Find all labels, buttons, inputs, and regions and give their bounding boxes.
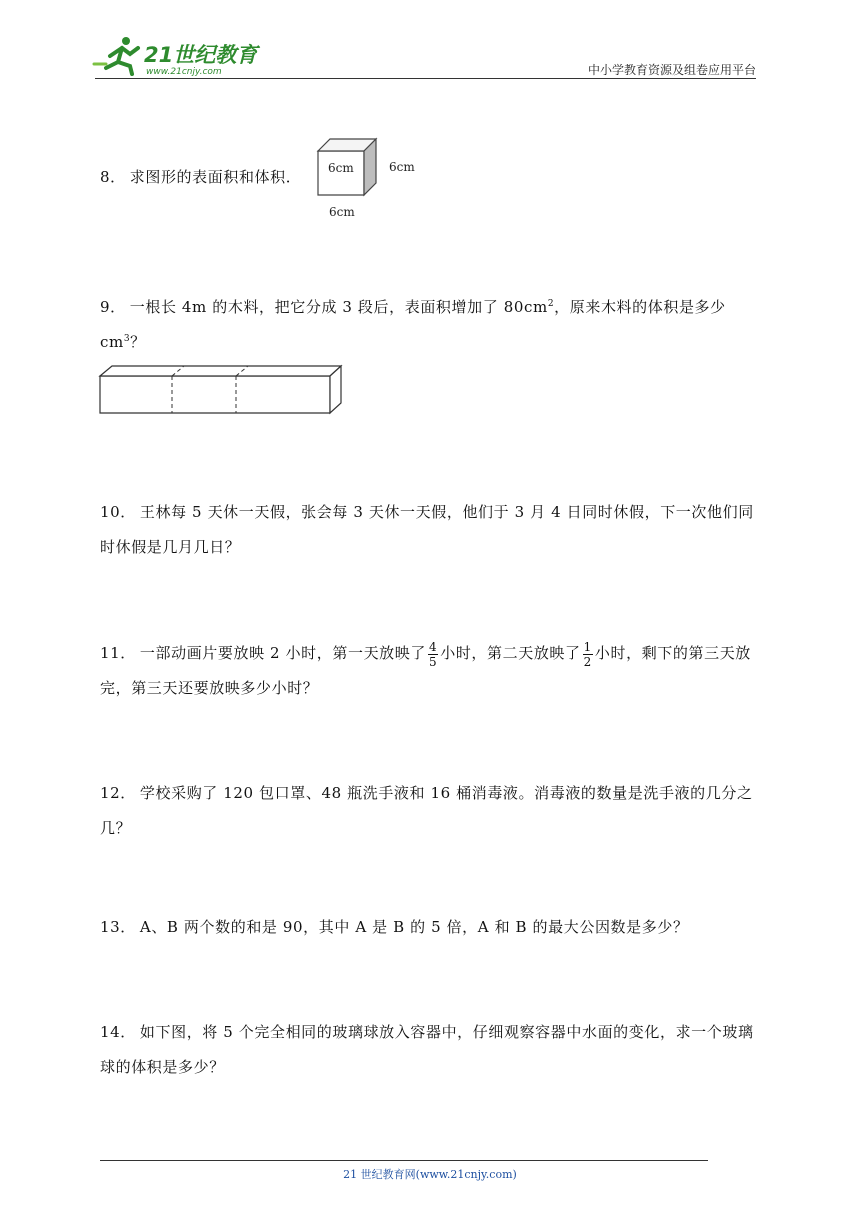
question-text: 小时，第二天放映了 xyxy=(440,644,581,662)
question-text: 一根长 4m 的木料，把它分成 3 段后，表面积增加了 80cm xyxy=(129,298,548,316)
cube-bottom-label: 6cm xyxy=(329,205,355,219)
question-text: 王林每 5 天休一天假，张会每 3 天休一天假，他们于 3 月 4 日同时休假，下一次他们同时休假是几月几日？ xyxy=(100,503,754,556)
question-10 xyxy=(100,495,762,565)
fraction-four-fifths: $\frac{4}{5}$ xyxy=(428,639,438,669)
question-13 xyxy=(100,910,762,945)
footer-divider xyxy=(100,1160,708,1161)
cube-figure xyxy=(312,136,422,224)
header-platform-text: 中小学教育资源及组卷应用平台 xyxy=(587,63,756,77)
question-text: 一部动画片要放映 2 小时，第一天放映了 xyxy=(139,644,426,662)
question-9 xyxy=(100,290,762,360)
wood-beam-figure xyxy=(98,364,344,416)
runner-logo-icon xyxy=(94,37,138,74)
superscript: 3 xyxy=(123,334,131,344)
question-text: ？ xyxy=(130,333,146,351)
superscript: 2 xyxy=(547,299,555,309)
question-number: 8． xyxy=(100,168,126,186)
question-text: A、B 两个数的和是 90，其中 A 是 B 的 5 倍，A 和 B 的最大公因数是多少？ xyxy=(139,918,689,936)
question-number: 10． xyxy=(100,503,136,521)
logo-text: 21世纪教育 xyxy=(144,43,258,67)
question-number: 13． xyxy=(100,918,136,936)
question-number: 12． xyxy=(100,784,136,802)
question-text: 求图形的表面积和体积． xyxy=(129,168,302,186)
question-8 xyxy=(100,160,762,195)
question-text: 学校采购了 120 包口罩、48 瓶洗手液和 16 桶消毒液。消毒液的数量是洗手液的几分之几？ xyxy=(100,784,753,837)
logo-url: www.21cnjy.com xyxy=(146,67,222,77)
question-text: 如下图，将 5 个完全相同的玻璃球放入容器中，仔细观察容器中水面的变化，求一个玻璃球的体积是多少？ xyxy=(100,1023,754,1076)
question-12 xyxy=(100,776,762,846)
question-14 xyxy=(100,1015,762,1085)
cube-right-label: 6cm xyxy=(389,160,415,174)
footer-text: 21 世纪教育网(www.21cnjy.com) xyxy=(343,1168,517,1181)
header-divider xyxy=(95,78,756,79)
question-number: 14． xyxy=(100,1023,136,1041)
site-logo xyxy=(92,34,262,78)
cube-front-label: 6cm xyxy=(328,161,354,175)
question-text: 小时，剩下的第三天放完，第三天还要放映多少小时？ xyxy=(100,644,751,697)
question-number: 11． xyxy=(100,644,136,662)
question-text: ，原来木料的体积是多少 cm xyxy=(100,298,726,351)
question-number: 9． xyxy=(100,298,126,316)
question-11 xyxy=(100,636,762,706)
fraction-one-half: $\frac{1}{2}$ xyxy=(583,639,592,669)
